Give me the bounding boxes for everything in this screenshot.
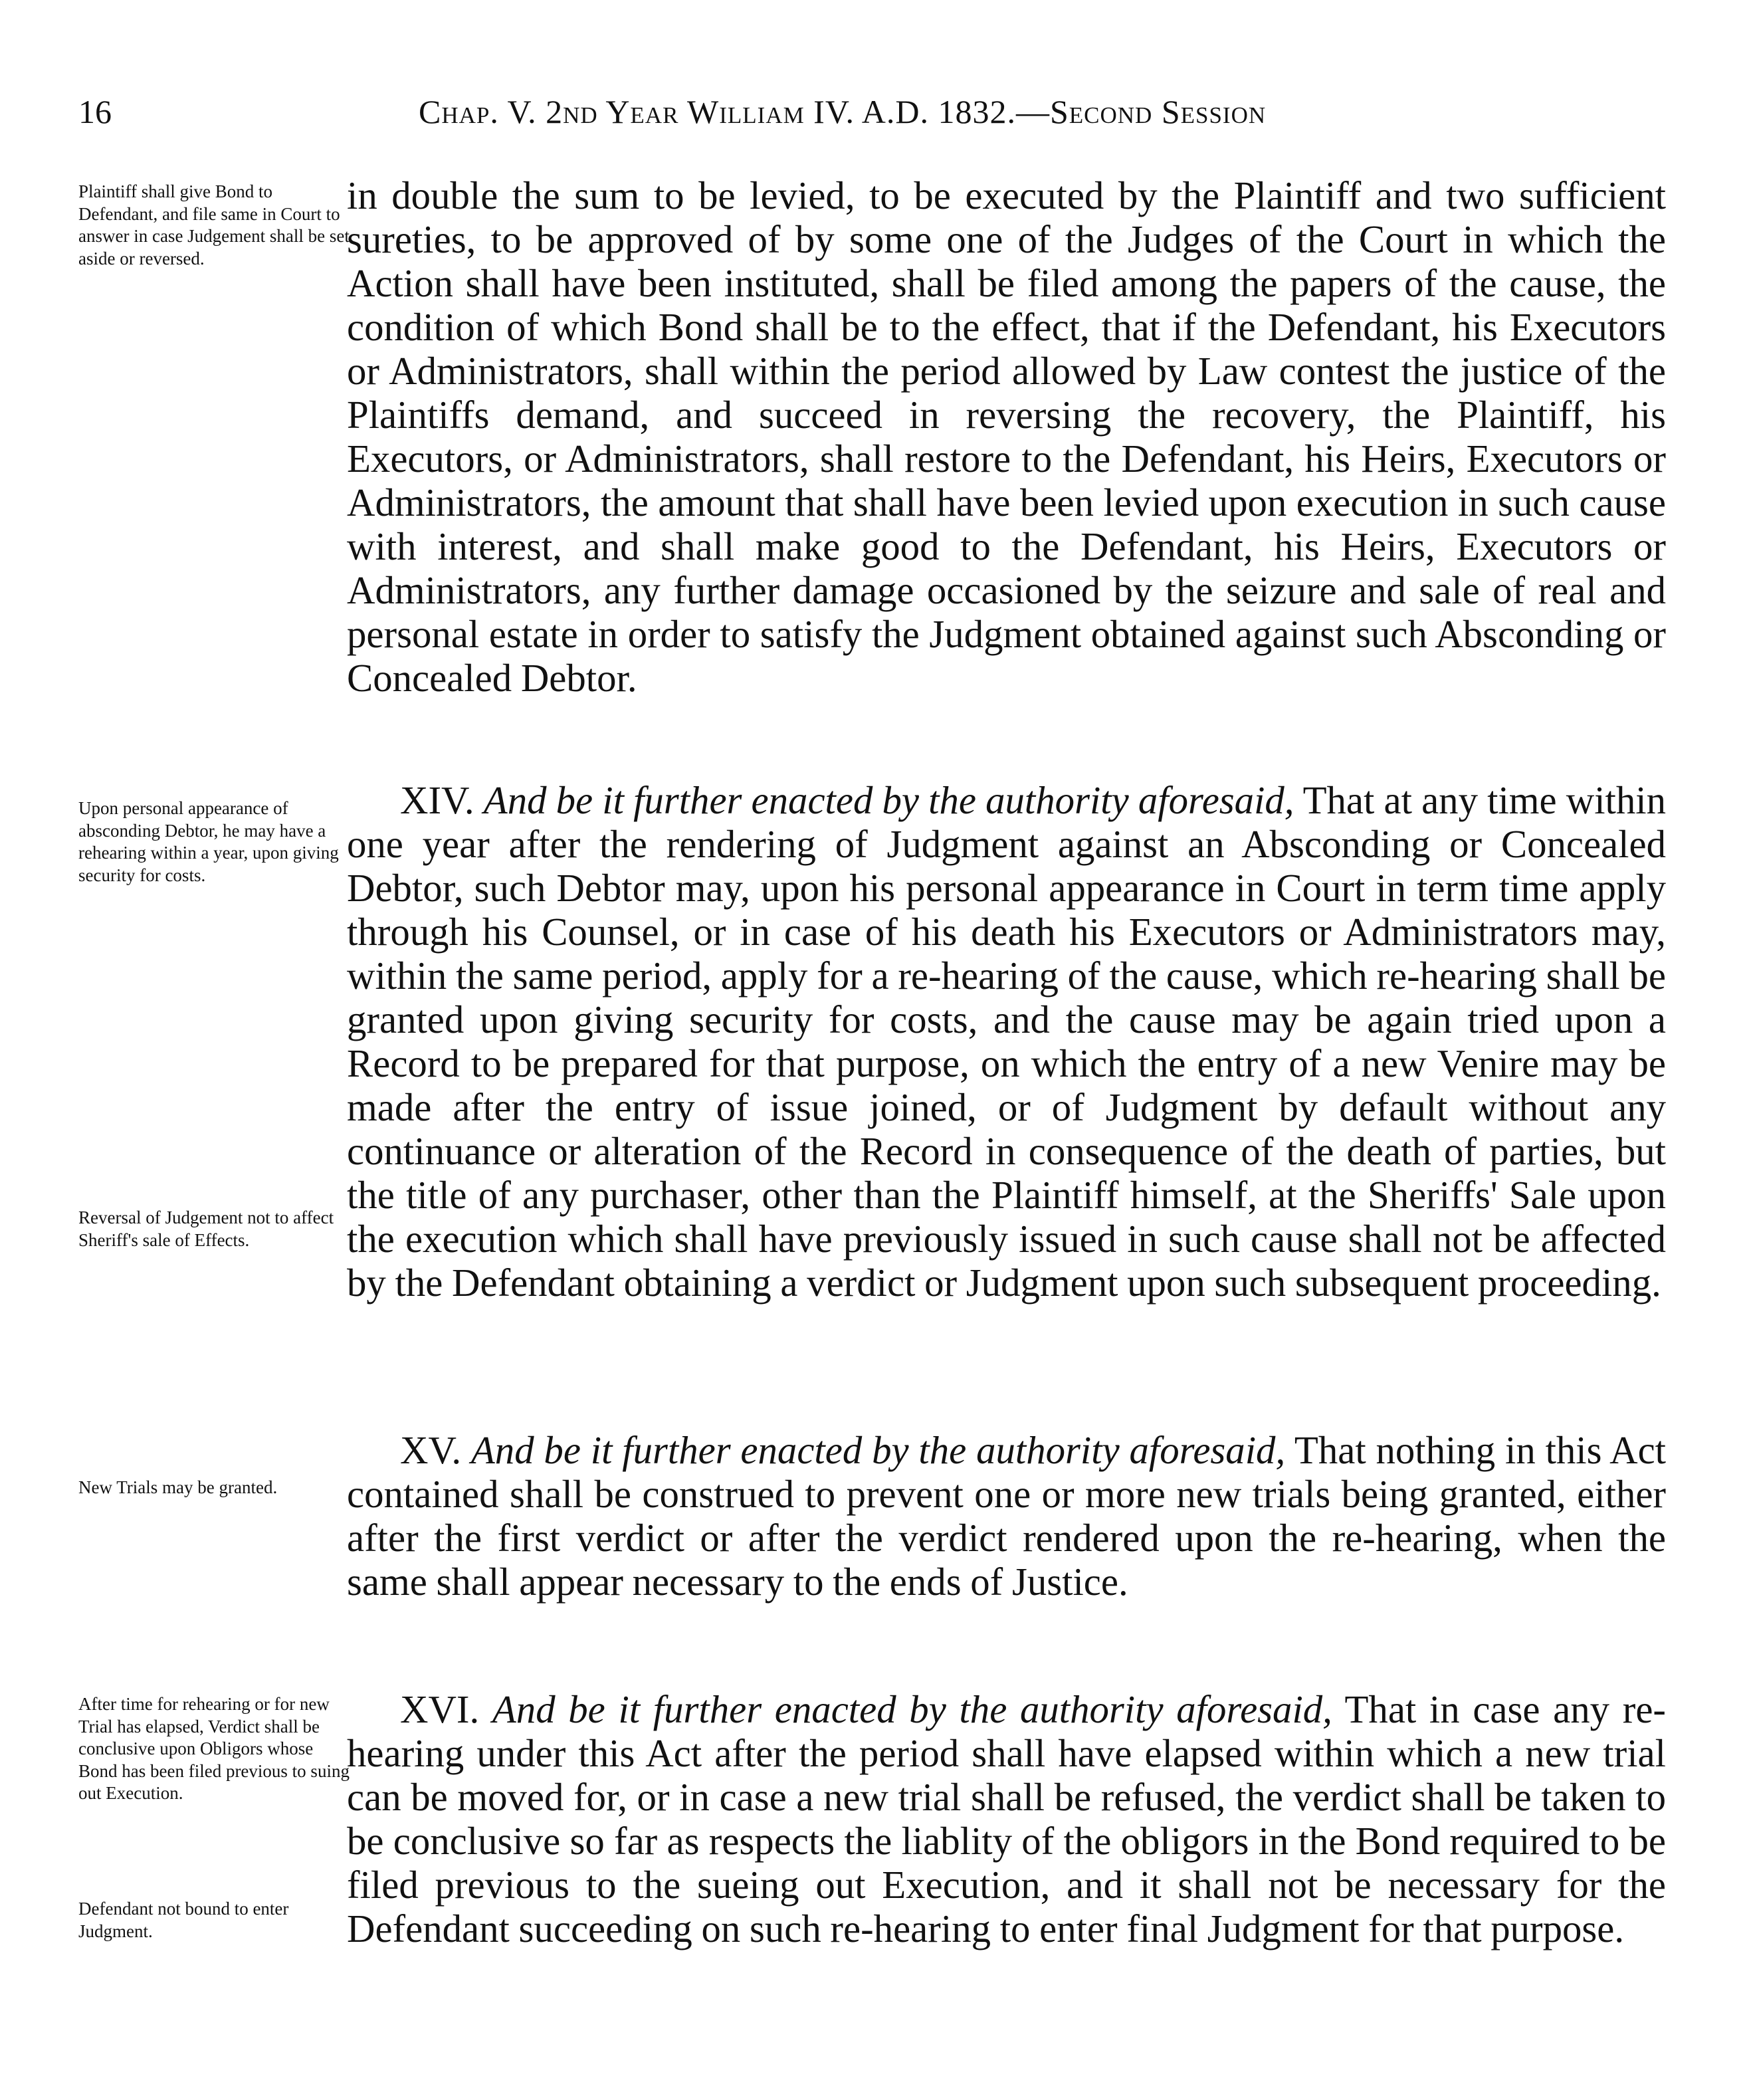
- running-header: Chap. V. 2nd Year William IV. A.D. 1832.—Second Session: [419, 93, 1267, 130]
- section-number: XV.: [400, 1429, 462, 1472]
- section-xiv-text: That at any time within one year after the rendering of Judgment against an Absconding or Concealed Debtor, such Debtor may, upon his personal appearance in Court in term time apply through his Counsel, or in case of his death his Executors or Administrators may, within the same period, apply for a re-hearing of the cause, which re-hearing shall be granted upon giving security for costs, and the cause may be again tried upon a Record to be prepared for that purpose, on which the entry of a new Venire may be made after the entry of issue joined, or of Judgment by default without any continuance or alteration of the Record in consequence of the death of parties, but the title of any purchaser, other than the Plaintiff himself, at the Sheriffs' Sale upon the execution which shall have previously issued in such cause shall not be affected by the Defendant obtaining a verdict or Judgment upon such subsequent proceeding.: [347, 779, 1667, 1305]
- section-xvi-text: That in case any re-hearing under this Act after the period shall have elapsed within which a new trial can be moved for, or in case a new trial shall be refused, the verdict shall be taken to be conclusive so far as respects the liablity of the obligors in the Bond required to be filed previous to the sueing out Execution, and it shall not be necessary for the Defendant succeeding on such re-hearing to enter final Judgment for that purpose.: [347, 1688, 1667, 1950]
- margin-note-reversal: Reversal of Judgement not to affect Sheriff's sale of Effects.: [78, 1208, 334, 1250]
- continuation-paragraph: [347, 174, 1666, 700]
- margin-note-rehearing: Upon personal appearance of absconding Debtor, he may have a rehearing within a year, upon giving security for costs.: [78, 798, 339, 885]
- section-xv-lead: [347, 1429, 1285, 1472]
- section-xvi: [347, 1688, 1666, 1951]
- margin-note-defendant-not-bound: Defendant not bound to enter Judgment.: [78, 1899, 289, 1941]
- enacting-clause: And be it further enacted by the authority aforesaid,: [483, 779, 1294, 822]
- enacting-clause: And be it further enacted by the authority aforesaid,: [470, 1429, 1286, 1472]
- section-number: XIV.: [400, 779, 474, 822]
- margin-note-verdict-conclusive: After time for rehearing or for new Trial has elapsed, Verdict shall be conclusive upon Obligors whose Bond has been filed previous to suing out Execution.: [78, 1694, 350, 1803]
- margin-note-bond: Plaintiff shall give Bond to Defendant, and file same in Court to answer in case Judgement shall be set aside or reversed.: [78, 181, 350, 268]
- section-number: XVI.: [400, 1688, 480, 1731]
- continuation-text: in double the sum to be levied, to be executed by the Plaintiff and two sufficient sureties, to be approved of by some one of the Judges of the Court in which the Action shall have been instituted, shall be filed among the papers of the cause, the condition of which Bond shall be to the effect, that if the Defendant, his Executors or Administrators, shall within the period allowed by Law contest the justice of the Plaintiffs demand, and succeed in reversing the recovery, the Plaintiff, his Executors, or Administrators, shall restore to the Defendant, his Heirs, Executors or Administrators, the amount that shall have been levied upon execution in such cause with interest, and shall make good to the Defendant, his Heirs, Executors or Administrators, any further damage occasioned by the seizure and sale of real and personal estate in order to satisfy the Judgment obtained against such Absconding or Concealed Debtor.: [347, 174, 1666, 700]
- margin-note-new-trials: New Trials may be granted.: [78, 1477, 278, 1497]
- section-xv: [347, 1429, 1666, 1604]
- section-xiv-lead: [347, 779, 1294, 822]
- section-xv-text: That nothing in this Act contained shall be construed to prevent one or more new trials being granted, either after the first verdict or after the verdict rendered upon the re-hearing, when the same shall appear necessary to the ends of Justice.: [347, 1429, 1667, 1604]
- page-number: 16: [78, 93, 112, 130]
- enacting-clause: And be it further enacted by the authority aforesaid,: [492, 1688, 1332, 1731]
- section-xvi-lead: [347, 1688, 1332, 1731]
- section-xiv: [347, 779, 1666, 1305]
